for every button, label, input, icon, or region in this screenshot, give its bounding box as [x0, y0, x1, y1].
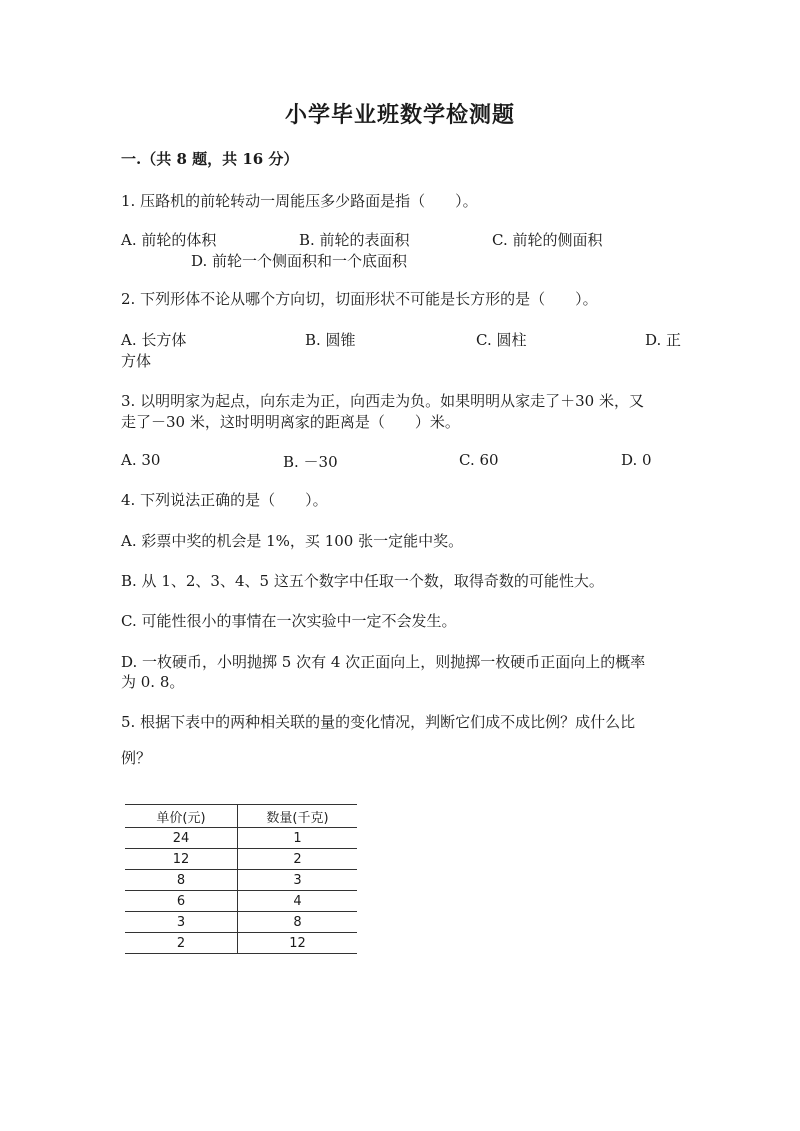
table-cell: 1 [238, 828, 358, 849]
question-1-option-b: B. 前轮的表面积 [299, 231, 410, 249]
question-3-option-b: B. －30 [283, 453, 338, 471]
question-5-stem-line-2: 例？ [121, 749, 152, 767]
table-row [125, 933, 357, 954]
question-1-option-a: A. 前轮的体积 [121, 231, 217, 249]
table-cell: 3 [238, 870, 358, 891]
table-row [125, 849, 357, 870]
question-4-option-a: A. 彩票中奖的机会是 1%，买 100 张一定能中奖。 [121, 532, 464, 550]
question-1-option-c: C. 前轮的侧面积 [492, 231, 603, 249]
table-cell: 2 [238, 849, 358, 870]
price-quantity-table [125, 804, 357, 954]
question-2-option-d-wrap: 方体 [121, 352, 152, 370]
table-cell: 8 [238, 912, 358, 933]
table-cell: 6 [125, 891, 238, 912]
question-3-option-c: C. 60 [459, 451, 499, 469]
table-row [125, 870, 357, 891]
table-cell: 24 [125, 828, 238, 849]
question-1-option-d: D. 前轮一个侧面积和一个底面积 [191, 252, 408, 270]
question-2-option-d: D. 正 [645, 331, 682, 349]
table-cell: 12 [125, 849, 238, 870]
question-4-option-c: C. 可能性很小的事情在一次实验中一定不会发生。 [121, 612, 457, 630]
table-row [125, 912, 357, 933]
table-cell: 2 [125, 933, 238, 954]
table-cell: 12 [238, 933, 358, 954]
table-row [125, 828, 357, 849]
question-2-option-a: A. 长方体 [121, 331, 187, 349]
question-4-option-d-line-1: D. 一枚硬币，小明抛掷 5 次有 4 次正面向上，则抛掷一枚硬币正面向上的概率 [121, 653, 646, 671]
question-2-stem: 2. 下列形体不论从哪个方向切，切面形状不可能是长方形的是（ ）。 [121, 290, 598, 308]
question-2-option-b: B. 圆锥 [305, 331, 356, 349]
question-3-option-d: D. 0 [621, 451, 652, 469]
table-header-cell: 单价(元) [125, 805, 238, 828]
question-2-option-c: C. 圆柱 [476, 331, 527, 349]
table-cell: 4 [238, 891, 358, 912]
table-header-cell: 数量(千克) [238, 805, 358, 828]
question-3-option-a: A. 30 [121, 451, 161, 469]
table-header-row [125, 805, 357, 828]
question-1-stem: 1. 压路机的前轮转动一周能压多少路面是指（ ）。 [121, 192, 478, 210]
table-cell: 3 [125, 912, 238, 933]
question-5-stem-line-1: 5. 根据下表中的两种相关联的量的变化情况，判断它们成不成比例？成什么比 [121, 713, 636, 731]
page-title: 小学毕业班数学检测题 [284, 102, 515, 128]
question-4-stem: 4. 下列说法正确的是（ ）。 [121, 491, 328, 509]
question-4-option-b: B. 从 1、2、3、4、5 这五个数字中任取一个数，取得奇数的可能性大。 [121, 572, 604, 590]
table-cell: 8 [125, 870, 238, 891]
question-3-stem-line-1: 3. 以明明家为起点，向东走为正，向西走为负。如果明明从家走了＋30 米，又 [121, 392, 644, 410]
question-3-stem-line-2: 走了－30 米，这时明明离家的距离是（ ）米。 [121, 413, 460, 431]
question-4-option-d-line-2: 为 0. 8。 [121, 673, 185, 691]
table-row [125, 891, 357, 912]
section-heading: 一.（共 8 题，共 16 分） [121, 150, 299, 168]
